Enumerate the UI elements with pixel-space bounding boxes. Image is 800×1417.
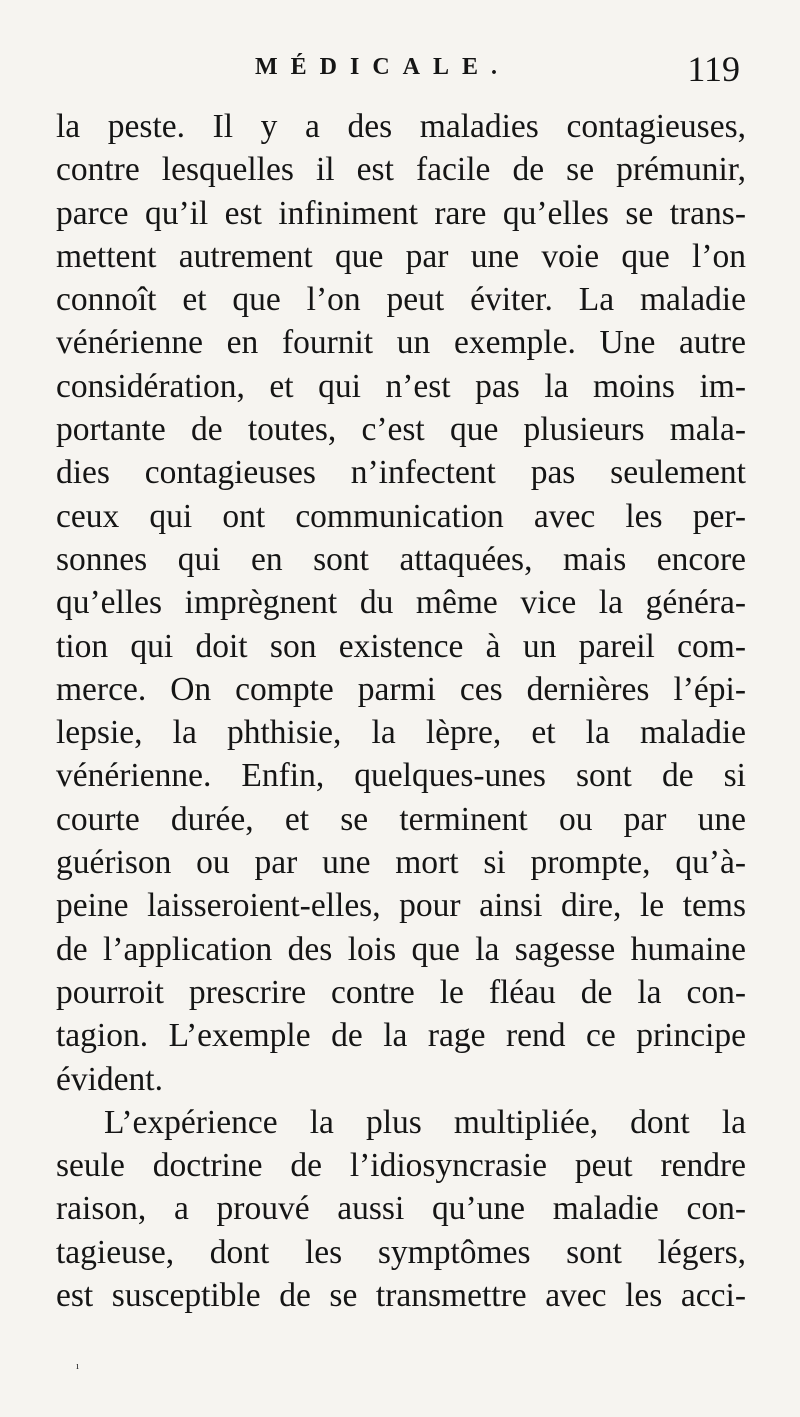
paragraph-2 <box>56 1101 746 1317</box>
running-head: MÉDICALE. <box>255 54 511 80</box>
text-line: lepsie, la phthisie, la lèpre, et la maladie <box>56 714 746 752</box>
text-line: merce. On compte parmi ces dernières l’épi- <box>56 670 746 708</box>
text-line: pourroit prescrire contre le fléau de la con- <box>56 973 746 1011</box>
text-line: portante de toutes, c’est que plusieurs mala- <box>56 411 746 449</box>
text-line: sonnes qui en sont attaquées, mais encore <box>56 540 746 578</box>
text-line: tion qui doit son existence à un pareil com- <box>56 627 746 665</box>
text-line: considération, et qui n’est pas la moins im- <box>56 367 746 405</box>
text-line: de l’application des lois que la sagesse humaine <box>56 930 746 968</box>
text-line: est susceptible de se transmettre avec les acci- <box>56 1277 746 1315</box>
text-line: parce qu’il est infiniment rare qu’elles se trans- <box>56 194 746 232</box>
text-line: dies contagieuses n’infectent pas seulement <box>56 454 746 492</box>
text-line: qu’elles imprègnent du même vice la généra- <box>56 584 746 622</box>
text-line: contre lesquelles il est facile de se prémunir, <box>56 151 746 189</box>
text-line: raison, a prouvé aussi qu’une maladie con- <box>56 1190 746 1228</box>
text-line: évident. <box>56 1060 163 1098</box>
paragraph-1 <box>56 105 746 1101</box>
text-line: mettent autrement que par une voie que l’on <box>56 237 746 275</box>
body-text <box>56 105 746 1317</box>
text-line: connoît et que l’on peut éviter. La maladie <box>56 281 746 319</box>
text-line: L’expérience la plus multipliée, dont la <box>104 1103 746 1141</box>
text-line: la peste. Il y a des maladies contagieuses, <box>56 108 746 145</box>
text-line: guérison ou par une mort si prompte, qu’à- <box>56 844 746 882</box>
text-line: tagion. L’exemple de la rage rend ce principe <box>56 1017 746 1055</box>
text-line: peine laisseroient-elles, pour ainsi dire, le tems <box>56 887 746 925</box>
text-line: courte durée, et se terminent ou par une <box>56 800 746 838</box>
page-header <box>0 48 800 98</box>
text-line: seule doctrine de l’idiosyncrasie peut rendre <box>56 1147 746 1185</box>
text-line: vénérienne. Enfin, quelques-unes sont de si <box>56 757 746 795</box>
text-line: vénérienne en fournit un exemple. Une autre <box>56 324 746 362</box>
page-number: 119 <box>687 49 740 89</box>
footer-mark: ı <box>76 1360 80 1372</box>
text-line: tagieuse, dont les symptômes sont légers, <box>56 1233 746 1271</box>
text-line: ceux qui ont communication avec les per- <box>56 497 746 535</box>
